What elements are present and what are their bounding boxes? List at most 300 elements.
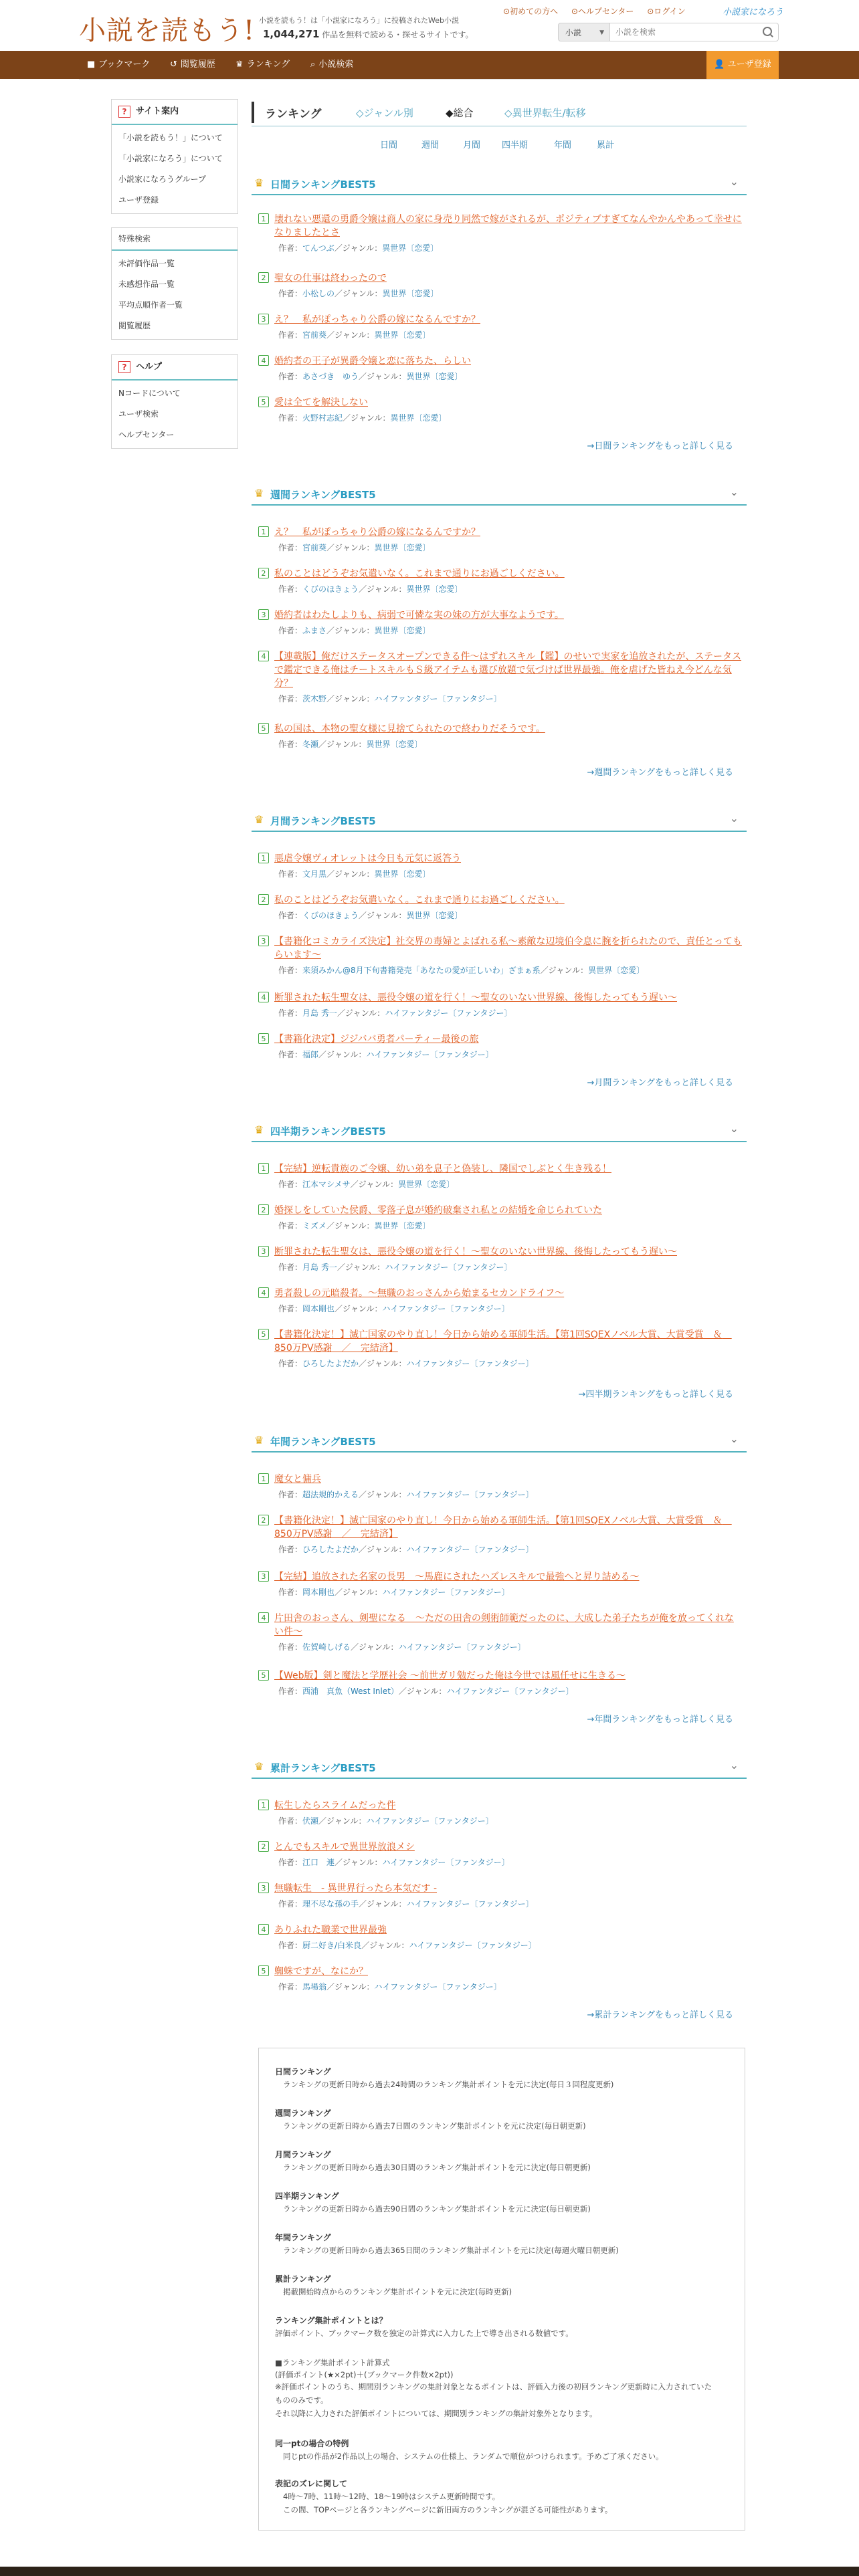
author-label: 作者： xyxy=(278,694,303,704)
novel-meta xyxy=(278,412,743,423)
author-label: 作者： xyxy=(278,1982,303,1992)
author-label: 作者： xyxy=(278,1050,303,1059)
genre-link[interactable]: 異世界〔恋愛〕 xyxy=(366,740,423,749)
rank-number: 3 xyxy=(258,1246,269,1257)
ranking-entry xyxy=(258,1882,743,1909)
section-title: 週間ランキングBEST5 xyxy=(270,489,376,501)
author-link[interactable]: 小松しの xyxy=(302,289,335,298)
novel-title-link[interactable]: 【書籍化決定】ジジババ勇者パーティー最後の旅 xyxy=(274,1034,479,1045)
ranking-entry xyxy=(258,1799,743,1826)
period-tab-yearly[interactable]: 年間 xyxy=(554,140,572,150)
author-link[interactable]: 岡本剛也 xyxy=(302,1588,335,1597)
narou-brand-link[interactable]: 小説家になろう xyxy=(723,7,784,17)
novel-title-link[interactable]: 婚約者の王子が異爵令嬢と恋に落ちた、らしい xyxy=(274,356,471,366)
chevron-down-icon[interactable]: ⌄ xyxy=(729,1122,739,1135)
genre-link[interactable]: ハイファンタジー〔ファンタジー〕 xyxy=(382,1858,510,1867)
nav-search[interactable] xyxy=(310,51,353,79)
ranking-entry xyxy=(258,1514,743,1555)
author-label: 作者： xyxy=(278,413,303,423)
genre-label: ／ジャンル： xyxy=(359,372,407,381)
novel-title-link[interactable]: 【完結】追放された名家の長男 ～馬鹿にされたハズレスキルで最強へと昇り詰める～ xyxy=(274,1572,640,1582)
rank-number: 5 xyxy=(258,1033,269,1044)
rank-number: 3 xyxy=(258,1571,269,1582)
genre-link[interactable]: ハイファンタジー〔ファンタジー〕 xyxy=(374,1982,502,1992)
author-label: 作者： xyxy=(278,1304,303,1313)
ranking-entry xyxy=(258,396,743,423)
genre-link[interactable]: 異世界〔恋愛〕 xyxy=(406,584,463,594)
rank-number: 2 xyxy=(258,894,269,905)
novel-title-link[interactable]: 壊れない悪還の勇爵令嬢は商人の家に身売り同然で嫁がされるが、ポジティブすぎてなんやかんやあって幸せになりましたとさ xyxy=(274,214,742,238)
ranking-entry xyxy=(258,1669,743,1697)
explanation-body: ランキングの更新日時から過去90日間のランキング集計ポイントを元に決定(毎日朝更新) xyxy=(283,2204,591,2214)
rank-number: 4 xyxy=(258,1924,269,1935)
author-label: 作者： xyxy=(278,1263,303,1272)
nav-bookmark[interactable] xyxy=(87,51,150,79)
author-link[interactable]: ひろしたよだか xyxy=(302,1359,359,1368)
author-link[interactable]: ひろしたよだか xyxy=(302,1545,359,1554)
author-link[interactable]: 冬瀬 xyxy=(302,740,319,749)
genre-label: ／ジャンル： xyxy=(326,626,375,635)
genre-label: ／ジャンル： xyxy=(351,1642,399,1652)
bookmark-icon: ■ xyxy=(87,60,96,70)
ranking-entry xyxy=(258,1923,743,1951)
genre-link[interactable]: ハイファンタジー〔ファンタジー〕 xyxy=(406,1490,534,1499)
novel-title-link[interactable]: 私の国は、本物の聖女様に見捨てられたので終わりだそうです。 xyxy=(274,724,545,734)
novel-title-link[interactable]: 魔女と傭兵 xyxy=(274,1474,321,1485)
author-label: 作者： xyxy=(278,289,303,298)
ranking-entry xyxy=(258,1033,743,1060)
explanation-title: 日間ランキング xyxy=(275,2067,331,2076)
author-label: 作者： xyxy=(278,626,303,635)
novel-title-link[interactable]: 聖女の仕事は終わったので xyxy=(274,273,387,284)
novel-title-link[interactable]: ありふれた職業で世界最強 xyxy=(274,1925,387,1935)
sidebar-special-search-header: 特殊検索 xyxy=(112,228,237,251)
author-label: 作者： xyxy=(278,1490,303,1499)
author-link[interactable]: 宮前葵 xyxy=(302,330,327,340)
genre-link[interactable]: ハイファンタジー〔ファンタジー〕 xyxy=(382,1304,510,1313)
ranking-entry xyxy=(258,1245,743,1273)
genre-link[interactable]: ハイファンタジー〔ファンタジー〕 xyxy=(382,1588,510,1597)
tab-genre[interactable]: ◇ジャンル別 xyxy=(356,107,413,119)
novel-meta xyxy=(278,1220,743,1231)
rank-number: 4 xyxy=(258,992,269,1002)
sidebar-item-unrated[interactable]: 未評価作品一覧 xyxy=(118,259,175,268)
author-label: 作者： xyxy=(278,911,303,920)
ranking-entry xyxy=(258,313,743,340)
sidebar-item-user-register[interactable]: ユーザ登録 xyxy=(118,195,159,205)
author-label: 作者： xyxy=(278,1816,303,1826)
period-tab-quarterly[interactable]: 四半期 xyxy=(502,140,529,150)
help-center-link[interactable]: ⊙ヘルプセンター xyxy=(571,7,634,16)
novel-meta xyxy=(278,1007,743,1018)
rank-number: 5 xyxy=(258,723,269,734)
novel-title-link[interactable]: え？ 私がぽっちゃり公爵の嫁になるんですか？ xyxy=(274,527,480,538)
ranking-title-bar xyxy=(252,99,747,126)
genre-link[interactable]: 異世界〔恋愛〕 xyxy=(382,289,439,298)
author-label: 作者： xyxy=(278,1642,303,1652)
ranking-entry xyxy=(258,1570,743,1598)
novel-title-link[interactable]: 転生したらスライムだった件 xyxy=(274,1800,396,1811)
chevron-down-icon[interactable]: ⌄ xyxy=(729,1759,739,1772)
genre-link[interactable]: 異世界〔恋愛〕 xyxy=(374,330,431,340)
author-label: 作者： xyxy=(278,1858,303,1867)
rank-number: 4 xyxy=(258,1612,269,1623)
rank-number: 5 xyxy=(258,397,269,407)
rank-number: 2 xyxy=(258,1841,269,1852)
nav-ranking[interactable] xyxy=(235,51,290,79)
novel-meta xyxy=(278,329,743,340)
more-daily-link[interactable]: →日間ランキングをもっと詳しく見る xyxy=(587,441,733,451)
novel-meta xyxy=(278,1815,743,1826)
novel-meta xyxy=(278,1049,743,1060)
ranking-entry xyxy=(258,609,743,636)
sidebar-help-title: ヘルプ xyxy=(136,362,163,372)
genre-label: ／ジャンル： xyxy=(540,966,589,975)
genre-link[interactable]: 異世界〔恋愛〕 xyxy=(588,966,645,975)
sidebar-help-header xyxy=(112,355,237,381)
author-link[interactable]: 茨木野 xyxy=(302,694,327,704)
genre-link[interactable]: ハイファンタジー〔ファンタジー〕 xyxy=(385,1008,512,1018)
genre-label: ／ジャンル： xyxy=(359,1490,407,1499)
nav-history-label: 閲覧履歴 xyxy=(180,60,215,70)
rank-number: 4 xyxy=(258,355,269,366)
more-yearly-link[interactable]: →年間ランキングをもっと詳しく見る xyxy=(587,1715,733,1725)
question-icon: ? xyxy=(118,361,130,373)
genre-label: ／ジャンル： xyxy=(359,1545,407,1554)
novel-meta xyxy=(278,288,743,299)
novel-title-link[interactable]: え？ 私がぽっちゃり公爵の嫁になるんですか？ xyxy=(274,314,480,325)
explanation-title: 累計ランキング xyxy=(275,2274,331,2284)
sidebar-item-narou-group[interactable]: 小説家になろうグループ xyxy=(118,175,207,184)
novel-title-link[interactable]: 婚探しをしていた侯爵、零落子息が婚約破棄され私との結婚を命じられていた xyxy=(274,1205,602,1216)
novel-title-link[interactable]: 【完結】逆転貴族のご令嬢、幼い弟を息子と偽装し、隣国でしぶとく生き残る！ xyxy=(274,1164,611,1174)
genre-link[interactable]: 異世界〔恋愛〕 xyxy=(374,869,431,879)
period-tab-total[interactable]: 累計 xyxy=(597,140,615,150)
explanation-body: ランキングの更新日時から過去30日間のランキング集計ポイントを元に決定(毎日朝更新) xyxy=(283,2163,591,2172)
novel-title-link[interactable]: 無職転生 - 異世界行ったら本気だす - xyxy=(274,1883,438,1894)
genre-link[interactable]: ハイファンタジー〔ファンタジー〕 xyxy=(406,1899,534,1909)
user-register-label: ユーザ登録 xyxy=(727,60,771,70)
page-frame-line xyxy=(79,79,779,80)
points-title: ランキング集計ポイントとは？ xyxy=(275,2316,387,2325)
genre-link[interactable]: ハイファンタジー〔ファンタジー〕 xyxy=(446,1687,574,1696)
explanation-body: ランキングの更新日時から過去7日間のランキング集計ポイントを元に決定(毎日朝更新) xyxy=(283,2121,586,2131)
rank-number: 2 xyxy=(258,1204,269,1215)
chevron-down-icon[interactable]: ⌄ xyxy=(729,812,739,825)
login-link-label: ログイン xyxy=(654,7,686,16)
author-link[interactable]: 岡本剛也 xyxy=(302,1304,335,1313)
more-weekly-link[interactable]: →週間ランキングをもっと詳しく見る xyxy=(587,768,733,778)
novel-meta xyxy=(278,1981,743,1992)
section-yearly-header[interactable] xyxy=(252,1431,747,1453)
explanation-title: 週間ランキング xyxy=(275,2109,331,2118)
nav-bookmark-label: ブックマーク xyxy=(98,60,151,70)
novel-meta xyxy=(278,1586,743,1598)
ranking-entry xyxy=(258,935,743,976)
genre-link[interactable]: ハイファンタジー〔ファンタジー〕 xyxy=(409,1941,537,1950)
crown-icon: ♛ xyxy=(254,1434,264,1446)
tab-isekai[interactable]: ◇異世界転生/転移 xyxy=(504,107,586,119)
rank-number: 1 xyxy=(258,213,269,224)
genre-link[interactable]: 異世界〔恋愛〕 xyxy=(398,1180,455,1189)
genre-link[interactable]: 異世界〔恋愛〕 xyxy=(382,243,439,253)
sidebar-item-no-comment[interactable]: 未感想作品一覧 xyxy=(118,280,175,289)
sidebar-item-about-narou[interactable]: 「小説家になろう」について xyxy=(118,154,223,163)
genre-label: ／ジャンル： xyxy=(326,1982,375,1992)
genre-link[interactable]: 異世界〔恋愛〕 xyxy=(374,1221,431,1230)
section-monthly-header[interactable] xyxy=(252,811,747,832)
genre-link[interactable]: 異世界〔恋愛〕 xyxy=(374,543,431,552)
genre-label: ／ジャンル： xyxy=(359,1359,407,1368)
period-tab-weekly[interactable]: 週間 xyxy=(421,140,440,150)
section-weekly-header[interactable] xyxy=(252,484,747,506)
rank-number: 3 xyxy=(258,314,269,324)
novel-title-link[interactable]: 私のことはどうぞお気遣いなく。これまで通りにお過ごしください。 xyxy=(274,568,565,579)
page-title: ランキング xyxy=(265,108,322,121)
novel-title-link[interactable]: 断罪された転生聖女は、悪役令嬢の道を行く！～聖女のいない世界線、後悔したってもう遅い～ xyxy=(274,992,677,1003)
sidebar-item-help-center[interactable]: ヘルプセンター xyxy=(118,430,175,439)
ranking-entry xyxy=(258,1612,743,1652)
genre-label: ／ジャンル： xyxy=(318,740,367,749)
formula-line: それ以降に入力された評価ポイントについては、期間別ランキングの集計対象外となります。 xyxy=(275,2409,597,2418)
author-label: 作者： xyxy=(278,740,303,749)
genre-link[interactable]: ハイファンタジー〔ファンタジー〕 xyxy=(406,1359,534,1368)
rank-number: 2 xyxy=(258,272,269,283)
novel-meta xyxy=(278,964,743,976)
sidebar-item-ncode[interactable]: Nコードについて xyxy=(118,389,181,398)
site-header xyxy=(0,0,859,51)
author-link[interactable]: 超法規的かえる xyxy=(302,1490,359,1499)
ranking-entry xyxy=(258,1328,743,1369)
genre-label: ／ジャンル： xyxy=(398,1687,447,1696)
explanation-title: 年間ランキング xyxy=(275,2233,331,2242)
novel-title-link[interactable]: 勇者殺しの元暗殺者。～無職のおっさんから始まるセカンドライフ～ xyxy=(274,1288,565,1299)
novel-title-link[interactable]: 愛は全てを解決しない xyxy=(274,397,368,408)
novel-title-link[interactable]: 蜘蛛ですが、なにか？ xyxy=(274,1966,368,1977)
author-label: 作者： xyxy=(278,1899,303,1909)
author-link[interactable]: 厨二好き/白米良 xyxy=(302,1941,362,1950)
genre-link[interactable]: ハイファンタジー〔ファンタジー〕 xyxy=(374,694,502,704)
tab-genre-label: ジャンル別 xyxy=(363,107,413,119)
work-count-text xyxy=(263,28,474,40)
genre-link[interactable]: ハイファンタジー〔ファンタジー〕 xyxy=(406,1545,534,1554)
site-footer xyxy=(0,2567,859,2576)
more-total-link[interactable]: →累計ランキングをもっと詳しく見る xyxy=(587,2010,733,2020)
genre-label: ／ジャンル： xyxy=(359,1899,407,1909)
sidebar-site-guide-header xyxy=(112,100,237,125)
author-link[interactable]: 福郎 xyxy=(302,1050,319,1059)
author-link[interactable]: 来須みかん@8月下旬書籍発売「あなたの愛が正しいわ」ざまぁ系 xyxy=(302,966,541,975)
author-label: 作者： xyxy=(278,1588,303,1597)
genre-label: ／ジャンル： xyxy=(334,243,383,253)
ranking-explanation-box xyxy=(258,2048,745,2531)
genre-link[interactable]: 異世界〔恋愛〕 xyxy=(406,911,463,920)
genre-label: ／ジャンル： xyxy=(359,911,407,920)
section-daily-header[interactable] xyxy=(252,174,747,195)
author-link[interactable]: あさづき ゆう xyxy=(302,372,359,381)
sidebar-item-about-yomou[interactable]: 「小説を読もう！」について xyxy=(118,133,223,142)
author-link[interactable]: 西浦 真魚（West Inlet） xyxy=(302,1687,399,1696)
author-label: 作者： xyxy=(278,1545,303,1554)
rank-number: 1 xyxy=(258,853,269,863)
genre-link[interactable]: 異世界〔恋愛〕 xyxy=(390,413,447,423)
genre-label: ／ジャンル： xyxy=(326,694,375,704)
sidebar-site-guide-title: サイト案内 xyxy=(136,106,179,116)
work-count-suffix: 作品を無料で読める・探せるサイトです。 xyxy=(322,30,474,39)
chevron-down-icon[interactable]: ⌄ xyxy=(729,175,739,188)
novel-title-link[interactable]: 私のことはどうぞお気遣いなく。これまで通りにお過ごしください。 xyxy=(274,895,565,905)
author-label: 作者： xyxy=(278,1221,303,1230)
author-link[interactable]: 月島 秀一 xyxy=(302,1263,337,1272)
rank-number: 5 xyxy=(258,1670,269,1681)
ranking-entry xyxy=(258,1204,743,1231)
period-tab-daily[interactable]: 日間 xyxy=(380,140,398,150)
author-link[interactable]: 佐賀崎しげる xyxy=(302,1642,351,1652)
chevron-down-icon[interactable]: ⌄ xyxy=(729,1432,739,1445)
sidebar-item-history[interactable]: 閲覧履歴 xyxy=(118,321,151,330)
novel-meta xyxy=(278,1178,743,1190)
author-label: 作者： xyxy=(278,1359,303,1368)
search-input[interactable] xyxy=(610,23,779,41)
novel-title-link[interactable]: とんでもスキルで異世界放浪メシ xyxy=(274,1842,415,1852)
author-link[interactable]: 月島 秀一 xyxy=(302,1008,337,1018)
genre-link[interactable]: ハイファンタジー〔ファンタジー〕 xyxy=(385,1263,512,1272)
genre-label: ／ジャンル： xyxy=(335,1588,383,1597)
author-link[interactable]: ミズメ xyxy=(302,1221,327,1230)
lag-line: この間、TOPページと各ランキングページに新旧両方のランキングが混ざる可能性があります。 xyxy=(283,2505,613,2514)
section-title: 月間ランキングBEST5 xyxy=(270,815,376,827)
period-tab-monthly[interactable]: 月間 xyxy=(463,140,481,150)
main-nav xyxy=(0,51,859,79)
genre-link[interactable]: ハイファンタジー〔ファンタジー〕 xyxy=(366,1050,494,1059)
rank-number: 1 xyxy=(258,526,269,537)
work-count-number: 1,044,271 xyxy=(263,28,320,40)
ranking-entry xyxy=(258,1840,743,1868)
tie-title: 同一ptの場合の特例 xyxy=(275,2439,349,2448)
ranking-entry xyxy=(258,852,743,879)
novel-meta xyxy=(278,1685,743,1697)
novel-title-link[interactable]: 片田舎のおっさん、剣聖になる ～ただの田舎の剣術師範だったのに、大成した弟子たちが俺を放ってくれない件～ xyxy=(274,1613,734,1637)
novel-meta xyxy=(278,909,743,921)
author-link[interactable]: 馬場翁 xyxy=(302,1982,327,1992)
novel-title-link[interactable]: 断罪された転生聖女は、悪役令嬢の道を行く！～聖女のいない世界線、後悔したってもう遅い～ xyxy=(274,1247,677,1257)
crown-icon: ♛ xyxy=(235,60,244,70)
first-time-link[interactable]: ⊙初めての方へ xyxy=(503,7,559,16)
ranking-entry xyxy=(258,567,743,595)
novel-meta xyxy=(278,1898,743,1909)
nav-history[interactable] xyxy=(170,51,215,79)
section-title: 日間ランキングBEST5 xyxy=(270,179,376,191)
rank-number: 2 xyxy=(258,568,269,578)
sidebar-item-user-search[interactable]: ユーザ検索 xyxy=(118,409,159,419)
novel-meta xyxy=(278,370,743,382)
genre-label: ／ジャンル： xyxy=(318,1050,367,1059)
genre-link[interactable]: 異世界〔恋愛〕 xyxy=(374,626,431,635)
rank-number: 4 xyxy=(258,651,269,661)
novel-title-link[interactable]: 【Web版】剣と魔法と学歴社会 ～前世ガリ勉だった俺は今世では風任せに生きる～ xyxy=(274,1671,626,1681)
explanation-title: 四半期ランキング xyxy=(275,2191,339,2201)
genre-link[interactable]: ハイファンタジー〔ファンタジー〕 xyxy=(398,1642,526,1652)
genre-label: ／ジャンル： xyxy=(350,1180,399,1189)
novel-title-link[interactable]: 【書籍化コミカライズ決定】社交界の毒婦とよばれる私～素敵な辺境伯令息に腕を折られたので、責任とってもらいます～ xyxy=(274,936,742,960)
author-label: 作者： xyxy=(278,372,303,381)
nav-ranking-label: ランキング xyxy=(246,60,290,70)
tab-overall[interactable]: ◆総合 xyxy=(446,107,474,119)
ranking-entry xyxy=(258,526,743,553)
author-link[interactable]: ふまさ xyxy=(302,626,327,635)
rank-number: 1 xyxy=(258,1473,269,1484)
more-monthly-link[interactable]: →月間ランキングをもっと詳しく見る xyxy=(587,1078,733,1088)
novel-title-link[interactable]: 婚約者はわたしよりも、病弱で可憐な実の妹の方が大事なようです。 xyxy=(274,610,564,621)
help-center-link-label: ヘルプセンター xyxy=(577,7,634,16)
novel-title-link[interactable]: 【書籍化決定！】滅亡国家のやり直し！今日から始める軍師生活。【第1回SQEXノベル大賞、大賞受賞 ＆ 850万PV感謝 ／ 完結済】 xyxy=(274,1515,732,1539)
novel-title-link[interactable]: 悪虐令嬢ヴィオレットは今日も元気に返答う xyxy=(274,853,462,864)
history-icon: ↺ xyxy=(170,60,177,70)
section-title: 累計ランキングBEST5 xyxy=(270,1762,376,1774)
search-icon: ⌕ xyxy=(310,60,316,70)
author-link[interactable]: 文月黒 xyxy=(302,869,327,879)
explanation-body: ランキングの更新日時から過去24時間のランキング集計ポイントを元に決定(毎日３回程度更新) xyxy=(283,2080,614,2089)
author-label: 作者： xyxy=(278,1008,303,1018)
ranking-entry xyxy=(258,1473,743,1500)
novel-meta xyxy=(278,1856,743,1868)
section-total-header[interactable] xyxy=(252,1757,747,1779)
author-link[interactable]: 理不尽な孫の手 xyxy=(302,1899,359,1909)
author-link[interactable]: 宮前葵 xyxy=(302,543,327,552)
login-link[interactable]: ⊙ログイン xyxy=(647,7,686,16)
explanation-title: 月間ランキング xyxy=(275,2150,331,2159)
author-label: 作者： xyxy=(278,584,303,594)
novel-meta xyxy=(278,1303,743,1314)
search-icon[interactable] xyxy=(763,27,772,36)
novel-title-link[interactable]: 【書籍化決定！】滅亡国家のやり直し！今日から始める軍師生活。【第1回SQEXノベル大賞、大賞受賞 ＆ 850万PV感謝 ／ 完結済】 xyxy=(274,1329,732,1354)
section-title: 四半期ランキングBEST5 xyxy=(270,1125,386,1138)
ranking-entry xyxy=(258,1287,743,1314)
rank-number: 1 xyxy=(258,1800,269,1810)
ranking-entry xyxy=(258,1965,743,1992)
author-link[interactable]: 江口 連 xyxy=(302,1858,335,1867)
user-register-button[interactable] xyxy=(706,51,779,79)
rank-number: 4 xyxy=(258,1287,269,1298)
section-quarterly-header[interactable] xyxy=(252,1121,747,1142)
author-link[interactable]: てんつぶ xyxy=(302,243,335,253)
novel-title-link[interactable]: 【連載版】俺だけステータスオープンできる件～はずれスキル【鑑】のせいで実家を追放されたが、ステータスで鑑定できる俺はチートスキルもＳ級アイテムも選び放題で気づけば世界最強。俺を虐げた皆ねえ今どんな気分？ xyxy=(274,651,742,689)
author-label: 作者： xyxy=(278,966,303,975)
author-label: 作者： xyxy=(278,1687,303,1696)
author-link[interactable]: 江本マシメサ xyxy=(302,1180,351,1189)
sidebar-item-avg-score[interactable]: 平均点順作者一覧 xyxy=(118,300,183,310)
author-label: 作者： xyxy=(278,869,303,879)
ranking-entry xyxy=(258,272,743,299)
genre-label: ／ジャンル： xyxy=(335,1858,383,1867)
user-icon: 👤 xyxy=(714,60,728,70)
genre-label: ／ジャンル： xyxy=(359,584,407,594)
genre-link[interactable]: 異世界〔恋愛〕 xyxy=(406,372,463,381)
author-link[interactable]: 火野村志紀 xyxy=(302,413,343,423)
genre-label: ／ジャンル： xyxy=(361,1941,409,1950)
more-quarterly-link[interactable]: →四半期ランキングをもっと詳しく見る xyxy=(578,1390,733,1400)
author-link[interactable]: 伏瀬 xyxy=(302,1816,319,1826)
search-category-select[interactable]: 小説 ▼ xyxy=(558,23,610,41)
site-logo[interactable]: 小説を読もう! xyxy=(79,15,256,46)
author-link[interactable]: くびのほきょう xyxy=(302,911,359,920)
first-time-link-label: 初めての方へ xyxy=(510,7,559,16)
author-link[interactable]: くびのほきょう xyxy=(302,584,359,594)
genre-label: ／ジャンル： xyxy=(326,1221,375,1230)
chevron-down-icon[interactable]: ⌄ xyxy=(729,486,739,498)
crown-icon: ♛ xyxy=(254,1123,264,1136)
genre-link[interactable]: ハイファンタジー〔ファンタジー〕 xyxy=(366,1816,494,1826)
